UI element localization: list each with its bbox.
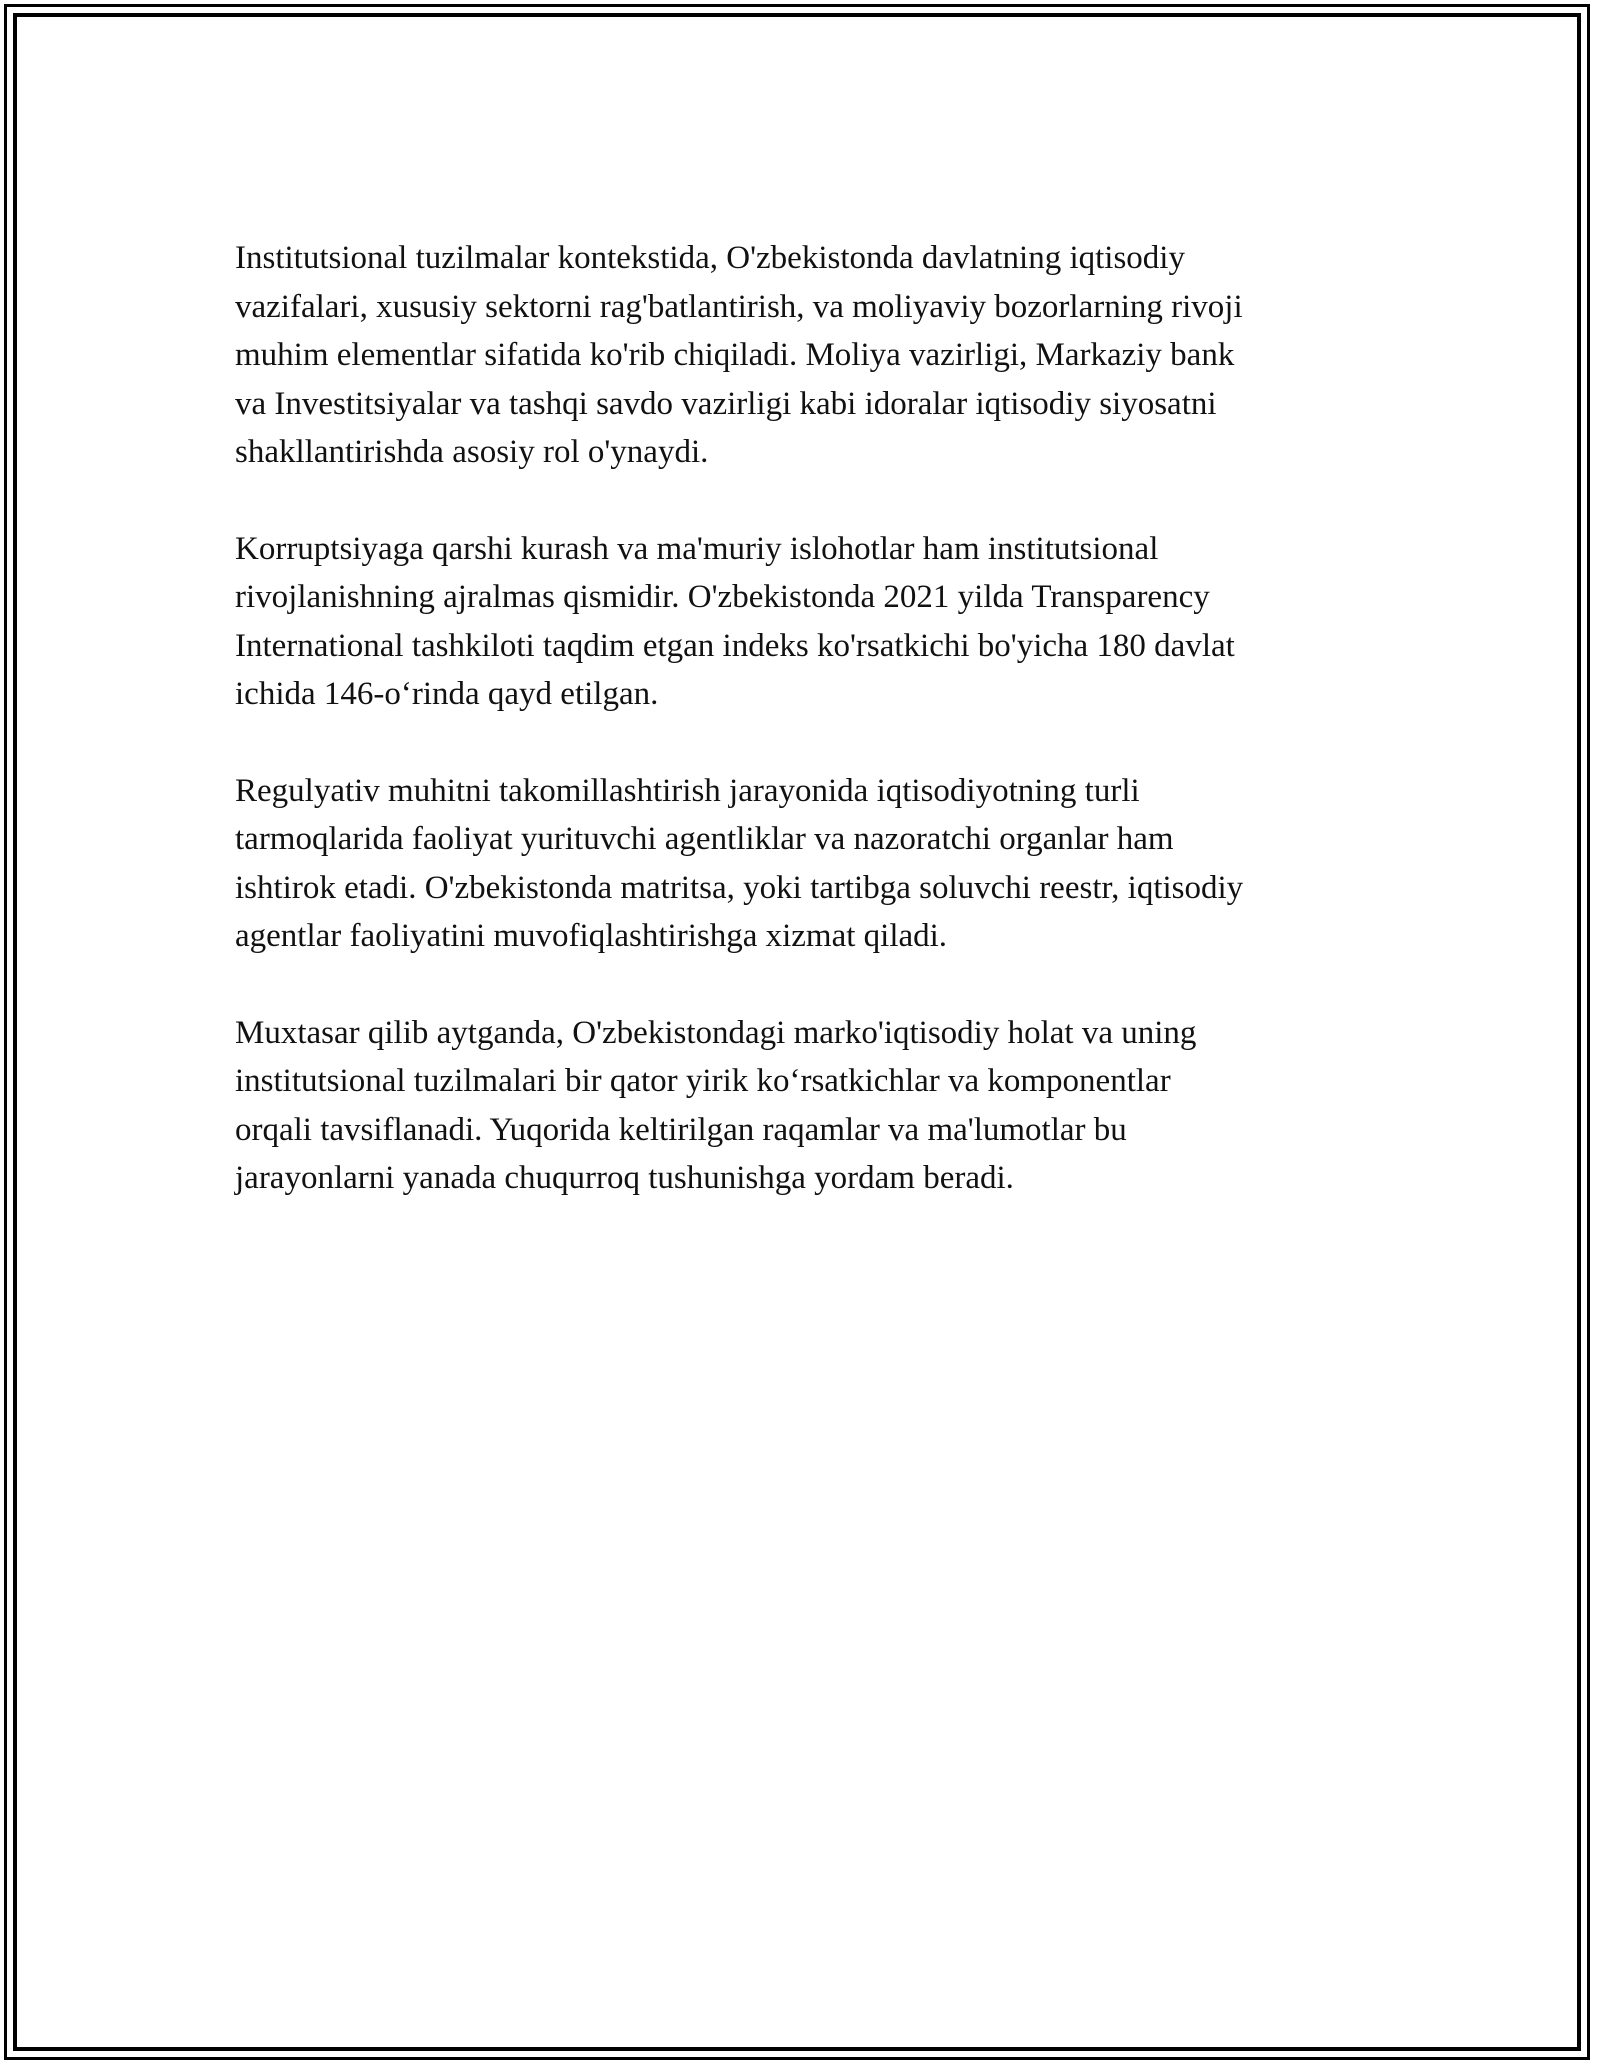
- paragraph-institutional-structures: Institutsional tuzilmalar kontekstida, O'zbekistonda davlatning iqtisodiy vazifalari, xususiy sektorni rag'batlantirish, va moliyaviy bozorlarning rivoji muhim elementlar sifatida ko'rib chiqiladi. Moliya vazirligi, Markaziy bank va Investitsiyalar va tashqi savdo vazirligi kabi idoralar iqtisodiy siyosatni shakllantirishda asosiy rol o'ynaydi.: [235, 240, 1243, 470]
- paragraph-regulatory-environment: Regulyativ muhitni takomillashtirish jarayonida iqtisodiyotning turli tarmoqlarida faoliyat yurituvchi agentliklar va nazoratchi organlar ham ishtirok etadi. O'zbekistonda matritsa, yoki tartibga soluvchi reestr, iqtisodiy agentlar faoliyatini muvofiqlashtirishga xizmat qiladi.: [235, 772, 1244, 954]
- paragraph-anti-corruption: Korruptsiyaga qarshi kurash va ma'muriy islohotlar ham institutsional rivojlanishning ajralmas qismidir. O'zbekistonda 2021 yilda Transparency International tashkiloti taqdim etgan indeks ko'rsatkichi bo'yicha 180 davlat ichida 146-o‘rinda qayd etilgan.: [235, 530, 1235, 712]
- document-body: [235, 234, 1365, 1251]
- paragraph-conclusion: Muxtasar qilib aytganda, O'zbekistondagi marko'iqtisodiy holat va uning institutsional tuzilmalari bir qator yirik ko‘rsatkichlar va komponentlar orqali tavsiflanadi. Yuqorida keltirilgan raqamlar va ma'lumotlar bu jarayonlarni yanada chuqurroq tushunishga yordam beradi.: [235, 1014, 1197, 1196]
